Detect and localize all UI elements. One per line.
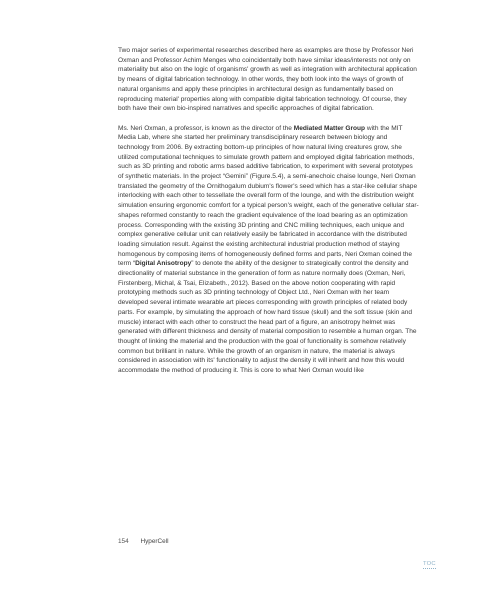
page-footer bbox=[118, 538, 169, 545]
text-segment: Ms. Neri Oxman, a professor, is known as the director of the bbox=[118, 124, 294, 132]
page-number: 154 bbox=[118, 538, 129, 545]
paragraph-intro: Two major series of experimental researches described here as examples are those by Professor Neri Oxman and Professor Achim Menges who coincidentally both have similar ideas/interests not only on materiality but also on the logic of organisms' growth as well as integration with architectural application by means of digital fabrication technology. In other words, they both look into the ways of growth of natural organisms and apply these principles in architectural design as fundamentally based on reproducing material' properties along with compatible digital fabrication technology. Of course, they both have their own bio-inspired narratives and specific approaches of digital fabrication. bbox=[118, 47, 417, 113]
text-segment: ” to denote the ability of the designer to strategically control the density and directionality of material substance in the generation of form as nature normally does (Oxman, Neri, Firstenberg, Michal, & Tsai, Elizabeth., 2012). Based on the above notion cooperating with rapid prototyping methods such as 3D printing technology of Object Ltd., Neri Oxman with her team developed several intimate wearable art pieces corresponding with growth principles of related body parts. For example, by simulating the approach of how hard tissue (skull) and the soft tissue (skin and muscle) interact with each other to construct the head part of a figure, an anisotropy helmet was generated with different thickness and density of material composition to resemble a human organ. The thought of linking the material and the production with the goal of functionality is somehow relatively common but brilliant in nature. While the growth of an organism in nature, the material is always considered in association with its' functionality to adjust the density it will inherit and how this would accommodate the method of producing it. This is core to what Neri Oxman would like bbox=[118, 260, 417, 375]
highlight-mediated-matter-group: Mediated Matter Group bbox=[293, 124, 366, 132]
highlight-digital-anisotropy: Digital Anisotropy bbox=[135, 260, 192, 268]
paragraph-neri-oxman bbox=[118, 124, 420, 376]
body-text bbox=[118, 46, 420, 376]
toc-link[interactable]: TOC bbox=[423, 561, 436, 567]
book-title: HyperCell bbox=[140, 538, 169, 545]
text-segment: with the MIT Media Lab, where she started her preliminary transdisciplinary research between biology and technology from 2006. By extracting bottom-up principles of how natural living creatures grow, she utilized computational techniques to simulate growth pattern and employed digital fabrication methods, such as 3D printing and robotic arms based additive fabrication, to experiment with several prototypes of synthetic materials. In the project “Gemini” (Figure.5.4), a semi-anechoic chaise lounge, Neri Oxman translated the geometry of the Ornithogalum dubium's flower's seed which has a star-like cellular shape interlocking with each other to tessellate the overall form of the lounge, and with the distribution weight simulation ensuring ergonomic comfort for a typical person's weight, each of the generative cellular star-shapes reformed constantly to reach the gradient equivalence of the load bearing as an optimization process. Corresponding with the existing 3D printing and CNC milling techniques, each unique and complex generative cellular unit can relatively easily be fabricated in accordance with the distributed loading simulation result. Against the existing architectural industrial production method of staying homogenous by composing items of homogeneously defined forms and parts, Neri Oxman coined the term “ bbox=[118, 124, 419, 268]
